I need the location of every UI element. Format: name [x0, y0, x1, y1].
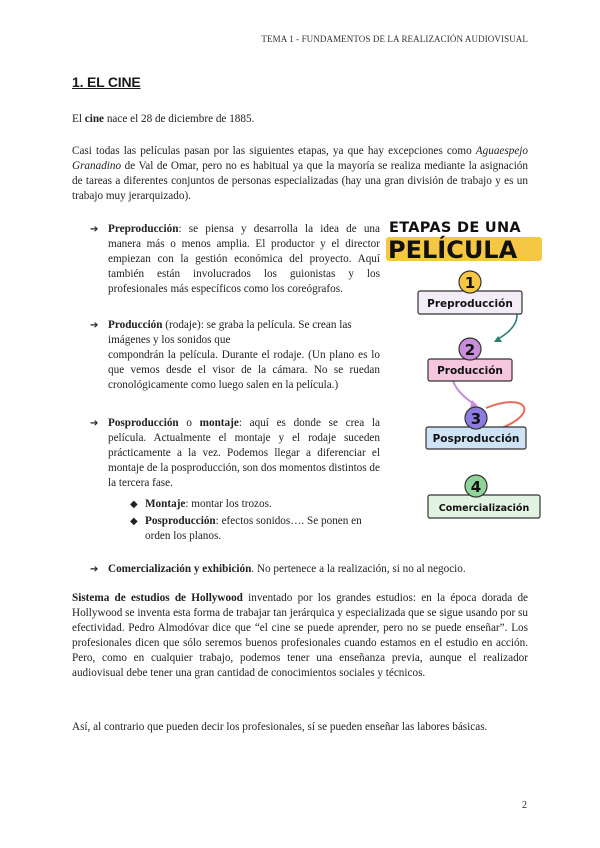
step-label: Producción	[437, 365, 503, 377]
arrow-icon: ➔	[90, 320, 99, 331]
step-label: Comercialización	[438, 503, 530, 514]
bullet-text: Comercialización y exhibición. No pertenece a la realización, si no al negocio.	[108, 563, 466, 575]
step-posproduccion	[426, 407, 526, 449]
step-label: Posproducción	[432, 433, 520, 445]
step-label: Preproducción	[427, 298, 513, 310]
closing-paragraph: Así, al contrario que pueden decir los profesionales, sí se pueden enseñar las labores básicas.	[72, 721, 488, 733]
step-number: 2	[464, 341, 476, 359]
step-number: 1	[464, 274, 476, 292]
bullet-text: Preproducción: se piensa y desarrolla la idea de una manera más o menos amplia. El productor y el director empiezan con la gestión económica del proyecto. Aquí también están involucrados los guionistas y los profesionales más específicos como los coreógrafos.	[108, 223, 380, 295]
sub-bullet-text: Montaje: montar los trozos.	[145, 498, 272, 510]
sub-bullet-text: Posproducción: efectos sonidos…. Se ponen en orden los planos.	[145, 515, 362, 542]
bullet-text: Producción (rodaje): se graba la película. Se crean las imágenes y los sonidos que compondrán la película. Durante el rodaje. (Un plano es lo que vemos desde el visor de la cámara. No se ruedan cronológicamente como luego salen en la película.)	[108, 319, 380, 391]
step-produccion	[428, 338, 512, 381]
step-comercializacion	[428, 475, 540, 518]
diamond-icon: ◆	[130, 516, 138, 527]
bullet-text: Posproducción o montaje: aquí es donde se crea la película. Actualmente el montaje y el rodaje suceden prácticamente a la vez. Podemos llegar a diferenciar el montaje de la posproducción, son dos momentos distintos de la tercera fase.	[108, 417, 381, 489]
infographic-title-line1: ETAPAS DE UNA	[389, 220, 521, 236]
step-number: 4	[470, 478, 482, 496]
hollywood-paragraph: Sistema de estudios de Hollywood inventado por los grandes estudios: en la época dorada de Hollywood se inventa esta forma de trabajar tan jerárquica y especializada que se sigue usando por su efectividad. Pedro Almodóvar dice que “el cine se puede aprender, pero no se puede enseñar”. Los profesionales dicen que sólo seremos buenos profesionales cuando estamos en el estudio en acción. Pero, como en cualquier trabajo, podemos tener una enseñanza previa, aunque el realizador audiovisual debe tener una gran cantidad de conocimientos sociales y técnicos.	[72, 592, 528, 679]
intro-paragraph: El cine nace el 28 de diciembre de 1885.	[72, 113, 255, 125]
step-preproduccion	[418, 271, 522, 314]
step-number: 3	[470, 410, 482, 428]
section-title: 1. EL CINE	[72, 74, 141, 90]
infographic-title-line2: PELÍCULA	[388, 236, 518, 264]
arrow-icon: ➔	[90, 224, 99, 235]
stages-infographic	[386, 212, 544, 530]
stages-intro-paragraph: Casi todas las películas pasan por las siguientes etapas, ya que hay excepciones como Aguaespejo Granadino de Val de Omar, pero no es habitual ya que la mayoría se realiza mediante la asignación de tareas a diferentes conjuntos de personas especializadas (hay una gran división de trabajo y es un trabajo muy jerarquizado).	[72, 145, 528, 202]
arrow-icon: ➔	[90, 564, 99, 575]
arrow-icon: ➔	[90, 418, 99, 429]
running-header: TEMA 1 - FUNDAMENTOS DE LA REALIZACIÓN AUDIOVISUAL	[261, 34, 528, 44]
page-number: 2	[522, 800, 527, 811]
diamond-icon: ◆	[130, 499, 138, 510]
